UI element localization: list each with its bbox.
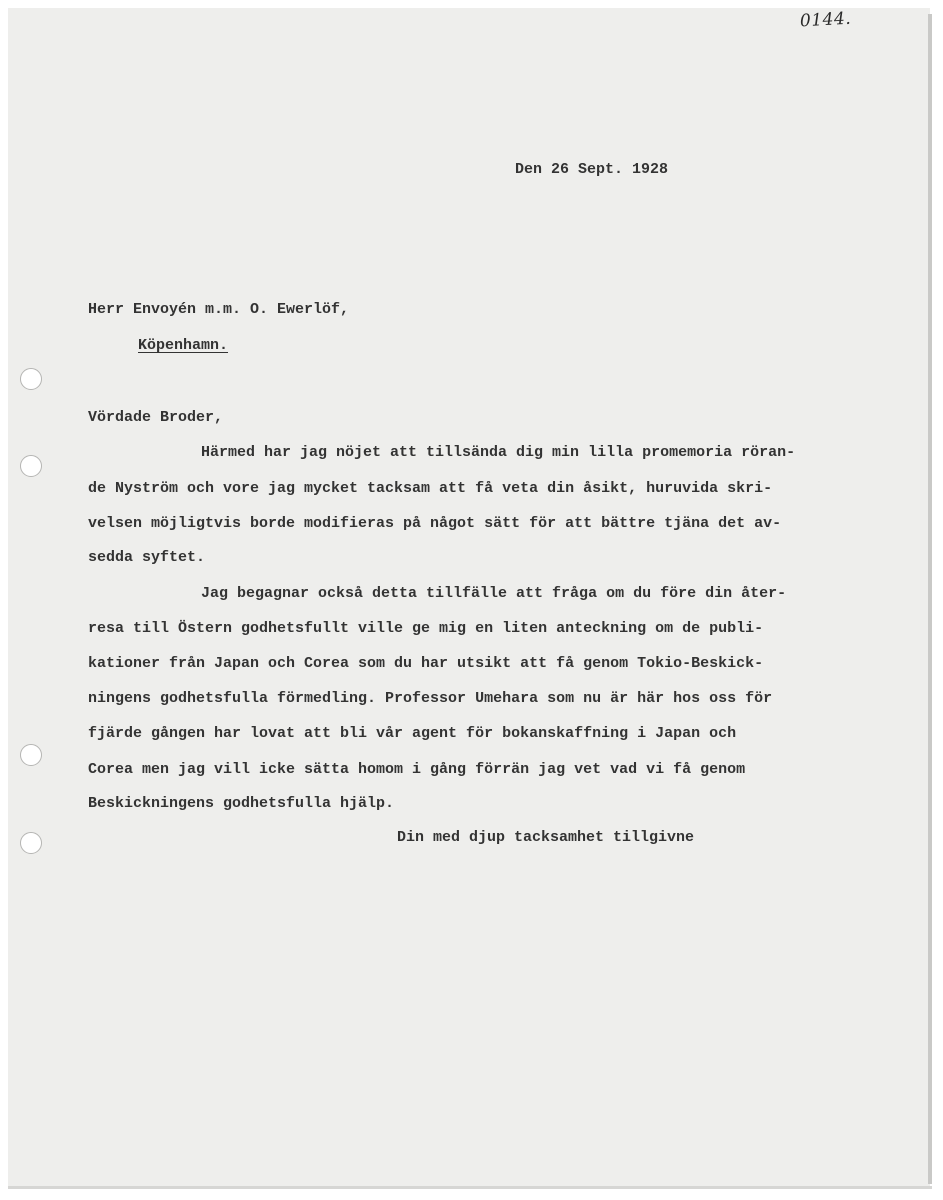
- closing-line: Din med djup tacksamhet tillgivne: [397, 829, 695, 846]
- paragraph2-line: Corea men jag vill icke sätta homom i gång förrän jag vet vad vi få genom: [88, 761, 746, 778]
- salutation: Vördade Broder,: [88, 409, 224, 426]
- letter-date: Den 26 Sept. 1928: [515, 161, 669, 178]
- paragraph1-line: Härmed har jag nöjet att tillsända dig min lilla promemoria röran-: [201, 444, 796, 461]
- page-shadow: [8, 1186, 932, 1189]
- archive-number: 0144.: [799, 8, 852, 32]
- punch-hole-2: [20, 455, 42, 477]
- paragraph1-line: de Nyström och vore jag mycket tacksam att få veta din åsikt, huruvida skri-: [88, 480, 773, 497]
- punch-hole-3: [20, 744, 42, 766]
- page-edge: [928, 14, 932, 1184]
- recipient-city: Köpenhamn.: [138, 337, 229, 354]
- punch-hole-4: [20, 832, 42, 854]
- paragraph2-line: resa till Östern godhetsfullt ville ge mig en liten anteckning om de publi-: [88, 620, 764, 637]
- paragraph2-line: Beskickningens godhetsfulla hjälp.: [88, 795, 395, 812]
- paragraph1-line: velsen möjligtvis borde modifieras på något sätt för att bättre tjäna det av-: [88, 515, 782, 532]
- paragraph2-line: Jag begagnar också detta tillfälle att fråga om du före din åter-: [201, 585, 787, 602]
- recipient-name: Herr Envoyén m.m. O. Ewerlöf,: [88, 301, 350, 318]
- paragraph2-line: kationer från Japan och Corea som du har utsikt att få genom Tokio-Beskick-: [88, 655, 764, 672]
- paragraph1-line: sedda syftet.: [88, 549, 206, 566]
- paragraph2-line: fjärde gången har lovat att bli vår agent för bokanskaffning i Japan och: [88, 725, 737, 742]
- punch-hole-1: [20, 368, 42, 390]
- paragraph2-line: ningens godhetsfulla förmedling. Professor Umehara som nu är här hos oss för: [88, 690, 773, 707]
